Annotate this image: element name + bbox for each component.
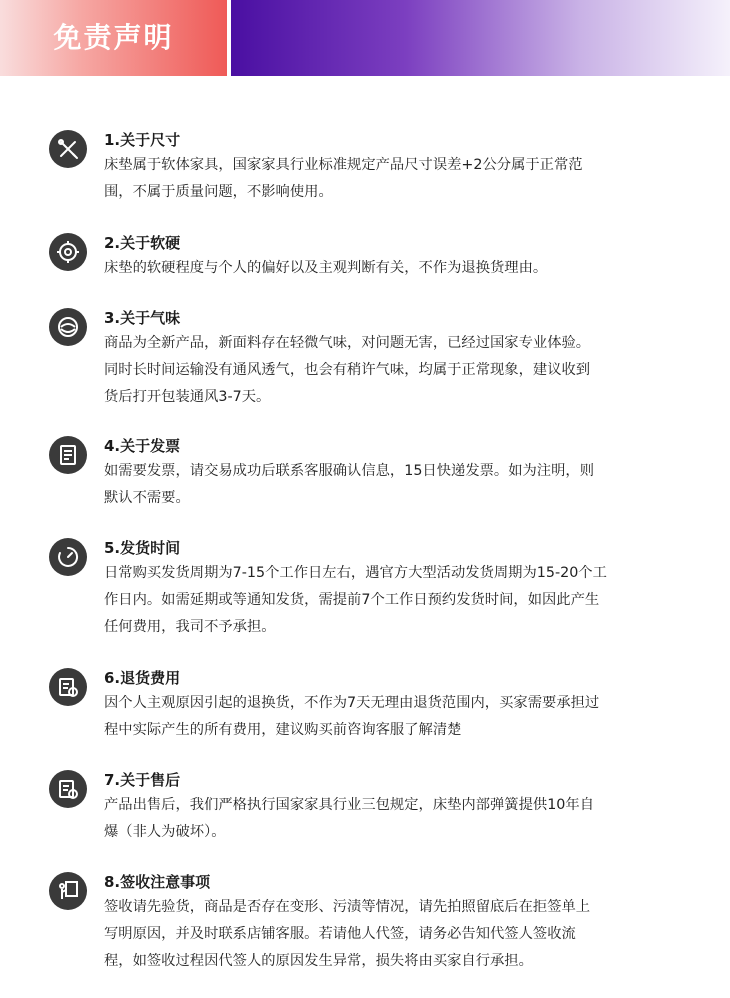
section-text bbox=[104, 255, 674, 282]
section-text bbox=[104, 894, 674, 975]
invoice-icon bbox=[49, 436, 87, 474]
text-line: 围，不属于质量问题，不影响使用。 bbox=[104, 184, 333, 200]
section-title: 1.关于尺寸 bbox=[104, 131, 181, 149]
text-line: 床垫属于软体家具，国家家具行业标准规定产品尺寸误差+2公分属于正常范 bbox=[104, 157, 583, 173]
text-line: 程，如签收过程因代签人的原因发生异常，损失将由买家自行承担。 bbox=[104, 953, 533, 969]
text-line: 货后打开包装通风3-7天。 bbox=[104, 389, 271, 405]
section-text bbox=[104, 690, 674, 744]
text-line: 作日内。如需延期或等通知发货，需提前7个工作日预约发货时间，如因此产生 bbox=[104, 592, 600, 608]
section-title: 3.关于气味 bbox=[104, 309, 181, 327]
text-line: 写明原因，并及时联系店铺客服。若请他人代签，请务必告知代签人签收流 bbox=[104, 926, 576, 942]
text-line: 程中实际产生的所有费用，建议购买前咨询客服了解清楚 bbox=[104, 722, 462, 738]
section-title: 5.发货时间 bbox=[104, 539, 181, 557]
delivery-icon bbox=[49, 872, 87, 910]
section-text bbox=[104, 152, 674, 206]
section-text bbox=[104, 330, 674, 411]
section-text bbox=[104, 560, 674, 641]
text-line: 签收请先验货，商品是否存在变形、污渍等情况，请先拍照留底后在拒签单上 bbox=[104, 899, 591, 915]
text-line: 日常购买发货周期为7-15个工作日左右，遇官方大型活动发货周期为15-20个工 bbox=[104, 565, 607, 581]
text-line: 爆（非人为破坏）。 bbox=[104, 824, 226, 840]
text-line: 床垫的软硬程度与个人的偏好以及主观判断有关，不作为退换货理由。 bbox=[104, 260, 548, 276]
smell-icon bbox=[49, 308, 87, 346]
section-title: 8.签收注意事项 bbox=[104, 873, 211, 891]
text-line: 商品为全新产品，新面料存在轻微气味，对问题无害，已经过国家专业体验。 bbox=[104, 335, 591, 351]
header-banner bbox=[0, 0, 730, 76]
text-line: 同时长时间运输没有通风透气，也会有稍许气味，均属于正常现象，建议收到 bbox=[104, 362, 591, 378]
gear-icon bbox=[49, 233, 87, 271]
aftersale-icon bbox=[49, 770, 87, 808]
section-title: 7.关于售后 bbox=[104, 771, 181, 789]
tools-icon bbox=[49, 130, 87, 168]
clock-icon bbox=[49, 538, 87, 576]
text-line: 任何费用，我司不予承担。 bbox=[104, 619, 276, 635]
section-text bbox=[104, 792, 674, 846]
section-title: 2.关于软硬 bbox=[104, 234, 181, 252]
text-line: 因个人主观原因引起的退换货，不作为7天无理由退货范围内，买家需要承担过 bbox=[104, 695, 600, 711]
section-title: 4.关于发票 bbox=[104, 437, 181, 455]
refund-icon bbox=[49, 668, 87, 706]
text-line: 默认不需要。 bbox=[104, 490, 190, 506]
text-line: 如需要发票，请交易成功后联系客服确认信息，15日快递发票。如为注明，则 bbox=[104, 463, 594, 479]
page-title: 免责声明 bbox=[53, 21, 174, 54]
section-title: 6.退货费用 bbox=[104, 669, 181, 687]
section-text bbox=[104, 458, 674, 512]
gradient-banner bbox=[231, 0, 730, 76]
text-line: 产品出售后，我们严格执行国家家具行业三包规定，床垫内部弹簧提供10年自 bbox=[104, 797, 594, 813]
